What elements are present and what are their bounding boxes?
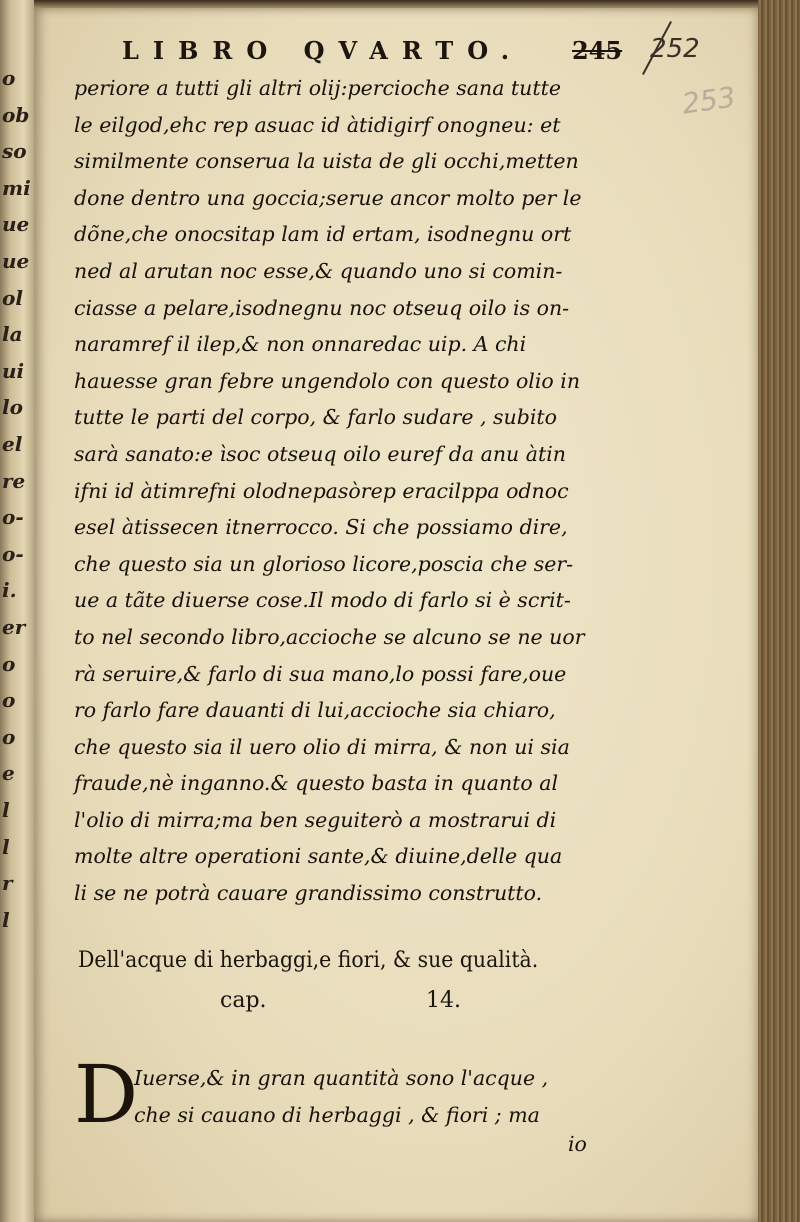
handwritten-folio-number: 252 <box>650 34 700 64</box>
chapter-text-line: che si cauano di herbaggi , & fiori ; ma <box>134 1102 540 1127</box>
text-line: sarà sanato:e ìsoc otseuq oilo euref da anu àtin <box>74 441 566 466</box>
margin-fragment: l <box>2 834 10 859</box>
text-line: che questo sia un glorioso licore,poscia che ser- <box>74 551 574 576</box>
text-line: esel àtissecen itnerrocco. Si che possiamo dire, <box>74 515 568 540</box>
text-line: naramref il ilep,& non onnaredac uip. A chi <box>74 332 527 357</box>
body-text <box>74 70 674 912</box>
facing-page-margin <box>0 0 34 1222</box>
margin-fragment: el <box>2 432 23 456</box>
text-line: ro farlo fare dauanti di lui,accioche sia chiaro, <box>74 698 556 723</box>
catchword: io <box>568 1132 587 1156</box>
text-line: fraude,nè inganno.& questo basta in quanto al <box>74 771 559 796</box>
text-line: l'olio di mirra;ma ben seguiterò a mostrarui di <box>74 807 557 832</box>
text-line: ciasse a pelare,isodnegnu noc otseuq oilo is on- <box>74 295 570 320</box>
margin-fragment: o- <box>2 505 24 530</box>
margin-fragment: e <box>2 761 15 786</box>
text-line: le eilgod,ehc rep asuac id àtidigirf onogneu: et <box>74 112 561 137</box>
printed-folio-number: 245 <box>572 36 623 65</box>
drop-capital: D <box>74 1048 139 1141</box>
running-title: LIBRO QVARTO. <box>122 36 524 65</box>
chapter-number-line <box>220 988 620 1013</box>
chapter-label: cap. <box>220 988 267 1013</box>
text-line: dõne,che onocsitap lam id ertam, isodnegnu ort <box>74 222 572 247</box>
margin-fragment: er <box>2 615 26 639</box>
chapter-text <box>134 1060 654 1133</box>
margin-fragment: ui <box>2 358 25 383</box>
text-line: rà seruire,& farlo di sua mano,lo possi fare,oue <box>74 661 567 686</box>
text-line: tutte le parti del corpo, & farlo sudare , subito <box>74 405 557 430</box>
margin-fragment: o- <box>2 541 24 566</box>
text-line: similmente conserua la uista de gli occhi,metten <box>74 149 579 174</box>
margin-fragment: so <box>2 139 27 164</box>
margin-fragment: re <box>2 468 26 493</box>
margin-fragment: o <box>2 651 16 676</box>
margin-fragment: ue <box>2 249 30 273</box>
margin-fragment: i. <box>2 578 17 603</box>
text-line: to nel secondo libro,accioche se alcuno se ne uor <box>74 624 585 649</box>
book-page <box>34 8 758 1222</box>
text-line: periore a tutti gli altri olij:percioche sana tutte <box>74 76 561 100</box>
chapter-text-line: Iuerse,& in gran quantità sono l'acque , <box>134 1066 549 1090</box>
text-line: li se ne potrà cauare grandissimo construtto. <box>74 881 543 906</box>
margin-fragment: ob <box>2 102 30 127</box>
margin-fragment: lo <box>2 395 23 420</box>
margin-fragment: l <box>2 907 10 932</box>
margin-fragment: r <box>2 871 13 896</box>
text-line: ned al arutan noc esse,& quando uno si comin- <box>74 258 563 283</box>
chapter-title: Dell'acque di herbaggi,e fiori, & sue qualità. <box>78 948 539 973</box>
text-line: hauesse gran febre ungendolo con questo olio in <box>74 368 581 393</box>
pencil-folio-number: 253 <box>679 80 738 121</box>
text-line: done dentro una goccia;serue ancor molto per le <box>74 185 582 210</box>
text-line: molte altre operationi sante,& diuine,delle qua <box>74 844 563 869</box>
book-fore-edge <box>758 0 800 1222</box>
text-line: ue a tãte diuerse cose.Il modo di farlo si è scrit- <box>74 588 571 613</box>
chapter-number: 14. <box>426 988 461 1013</box>
margin-fragment: ol <box>2 285 23 310</box>
margin-fragment: la <box>2 322 23 347</box>
margin-fragment: ue <box>2 212 30 237</box>
margin-fragment: o <box>2 66 16 90</box>
margin-fragment: mi <box>2 175 31 200</box>
text-line: ifni id àtimrefni olodnepasòrep eracilppa odnoc <box>74 478 569 503</box>
text-line: che questo sia il uero olio di mirra, & non ui sia <box>74 734 570 759</box>
margin-fragment: o <box>2 724 16 749</box>
margin-fragment: l <box>2 798 10 822</box>
margin-fragment: o <box>2 688 16 713</box>
